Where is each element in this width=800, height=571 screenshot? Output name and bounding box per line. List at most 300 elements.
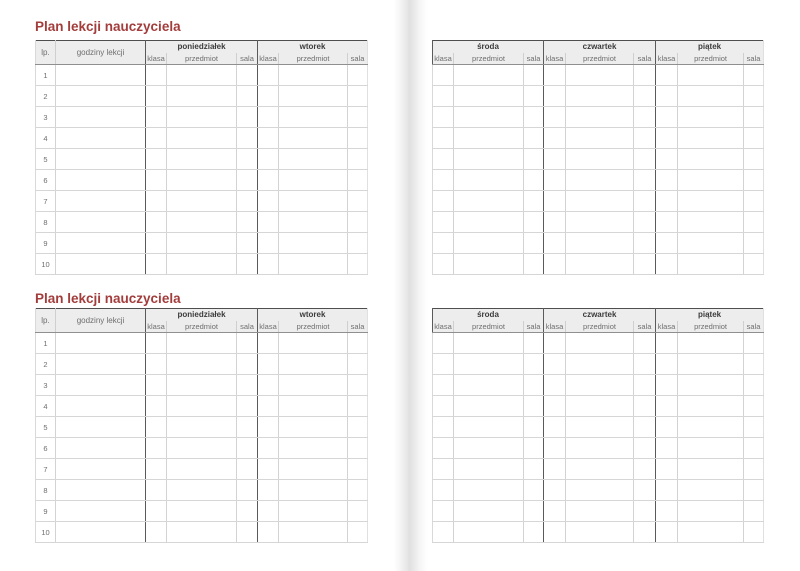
empty-schedule-cell: [348, 212, 368, 233]
empty-schedule-cell: [454, 480, 524, 501]
empty-schedule-cell: [167, 333, 237, 354]
empty-schedule-cell: [566, 191, 634, 212]
empty-schedule-cell: [634, 522, 656, 543]
subcol-header-class: klasa: [259, 321, 277, 331]
empty-schedule-cell: [56, 417, 146, 438]
lesson-plan-table-top-right: [432, 40, 764, 275]
empty-schedule-cell: [544, 65, 566, 86]
empty-schedule-cell: [566, 417, 634, 438]
empty-schedule-cell: [544, 107, 566, 128]
subcol-header-subject: przedmiot: [566, 321, 634, 333]
empty-schedule-cell: [167, 212, 237, 233]
row-number-cell: 5: [36, 417, 56, 438]
col-header-lesson-hours: godziny lekcji: [56, 41, 146, 65]
empty-schedule-cell: [237, 438, 258, 459]
empty-schedule-cell: [544, 438, 566, 459]
empty-schedule-cell: [348, 354, 368, 375]
table-header: [433, 309, 764, 333]
day-header-thursday: czwartek: [544, 41, 656, 53]
empty-schedule-cell: [433, 333, 454, 354]
subcol-header-room: sala: [348, 53, 368, 65]
empty-schedule-cell: [524, 86, 544, 107]
empty-schedule-cell: [146, 417, 167, 438]
empty-schedule-cell: [146, 459, 167, 480]
empty-schedule-cell: [656, 522, 678, 543]
empty-schedule-cell: [348, 375, 368, 396]
table-row: [36, 480, 368, 501]
table-row: [433, 501, 764, 522]
table-row: [36, 191, 368, 212]
empty-schedule-cell: [524, 480, 544, 501]
empty-schedule-cell: [656, 438, 678, 459]
empty-schedule-cell: [279, 354, 348, 375]
empty-schedule-cell: [258, 128, 279, 149]
empty-schedule-cell: [237, 212, 258, 233]
subcol-header-class: klasa: [434, 321, 452, 331]
subcol-header-class: klasa: [656, 53, 678, 65]
empty-schedule-cell: [146, 191, 167, 212]
table-row: [433, 65, 764, 86]
empty-schedule-cell: [544, 191, 566, 212]
empty-schedule-cell: [146, 86, 167, 107]
table-row: [433, 375, 764, 396]
empty-schedule-cell: [56, 65, 146, 86]
empty-schedule-cell: [56, 107, 146, 128]
empty-schedule-cell: [566, 438, 634, 459]
day-header-friday: piątek: [656, 41, 764, 53]
empty-schedule-cell: [524, 438, 544, 459]
empty-schedule-cell: [433, 191, 454, 212]
table-body: [36, 333, 368, 543]
table-row: [433, 191, 764, 212]
empty-schedule-cell: [56, 254, 146, 275]
table-row: [433, 128, 764, 149]
table-row: [36, 522, 368, 543]
empty-schedule-cell: [524, 107, 544, 128]
empty-schedule-cell: [348, 65, 368, 86]
empty-schedule-cell: [454, 170, 524, 191]
empty-schedule-cell: [744, 128, 764, 149]
empty-schedule-cell: [167, 65, 237, 86]
empty-schedule-cell: [146, 212, 167, 233]
subcol-header-room: sala: [744, 321, 764, 333]
table-row: [433, 86, 764, 107]
empty-schedule-cell: [56, 212, 146, 233]
table-row: [433, 107, 764, 128]
empty-schedule-cell: [544, 86, 566, 107]
empty-schedule-cell: [656, 128, 678, 149]
empty-schedule-cell: [656, 354, 678, 375]
empty-schedule-cell: [348, 128, 368, 149]
empty-schedule-cell: [744, 333, 764, 354]
empty-schedule-cell: [454, 396, 524, 417]
empty-schedule-cell: [566, 333, 634, 354]
subcol-header-subject: przedmiot: [566, 53, 634, 65]
row-number-cell: 3: [36, 375, 56, 396]
empty-schedule-cell: [524, 128, 544, 149]
empty-schedule-cell: [258, 107, 279, 128]
empty-schedule-cell: [146, 107, 167, 128]
empty-schedule-cell: [167, 438, 237, 459]
empty-schedule-cell: [678, 212, 744, 233]
table-header: [433, 41, 764, 65]
empty-schedule-cell: [258, 354, 279, 375]
empty-schedule-cell: [433, 459, 454, 480]
subcol-header-room: sala: [237, 321, 258, 333]
col-header-lp: lp.: [36, 309, 56, 333]
table-row: [433, 170, 764, 191]
empty-schedule-cell: [348, 522, 368, 543]
subcol-header-room: sala: [524, 53, 544, 65]
empty-schedule-cell: [146, 128, 167, 149]
empty-schedule-cell: [524, 170, 544, 191]
empty-schedule-cell: [678, 65, 744, 86]
empty-schedule-cell: [433, 522, 454, 543]
empty-schedule-cell: [656, 459, 678, 480]
empty-schedule-cell: [279, 501, 348, 522]
empty-schedule-cell: [744, 212, 764, 233]
empty-schedule-cell: [167, 417, 237, 438]
empty-schedule-cell: [678, 128, 744, 149]
empty-schedule-cell: [433, 65, 454, 86]
empty-schedule-cell: [56, 522, 146, 543]
empty-schedule-cell: [167, 396, 237, 417]
empty-schedule-cell: [433, 149, 454, 170]
empty-schedule-cell: [634, 212, 656, 233]
day-header-wednesday: środa: [433, 41, 544, 53]
empty-schedule-cell: [744, 354, 764, 375]
empty-schedule-cell: [433, 86, 454, 107]
empty-schedule-cell: [524, 254, 544, 275]
empty-schedule-cell: [237, 501, 258, 522]
empty-schedule-cell: [56, 501, 146, 522]
row-number-cell: 3: [36, 107, 56, 128]
empty-schedule-cell: [454, 501, 524, 522]
empty-schedule-cell: [634, 149, 656, 170]
table-row: [36, 375, 368, 396]
empty-schedule-cell: [678, 396, 744, 417]
empty-schedule-cell: [433, 480, 454, 501]
empty-schedule-cell: [279, 149, 348, 170]
empty-schedule-cell: [744, 417, 764, 438]
empty-schedule-cell: [146, 438, 167, 459]
empty-schedule-cell: [744, 233, 764, 254]
row-number-cell: 7: [36, 191, 56, 212]
empty-schedule-cell: [634, 438, 656, 459]
table-row: [433, 254, 764, 275]
empty-schedule-cell: [348, 254, 368, 275]
table-row: [36, 65, 368, 86]
empty-schedule-cell: [678, 254, 744, 275]
empty-schedule-cell: [433, 438, 454, 459]
empty-schedule-cell: [678, 522, 744, 543]
empty-schedule-cell: [454, 191, 524, 212]
empty-schedule-cell: [258, 375, 279, 396]
empty-schedule-cell: [634, 480, 656, 501]
empty-schedule-cell: [678, 417, 744, 438]
empty-schedule-cell: [167, 191, 237, 212]
empty-schedule-cell: [258, 254, 279, 275]
empty-schedule-cell: [656, 233, 678, 254]
empty-schedule-cell: [656, 254, 678, 275]
empty-schedule-cell: [167, 233, 237, 254]
subcol-header-room: sala: [348, 321, 368, 333]
empty-schedule-cell: [433, 396, 454, 417]
row-number-cell: 5: [36, 149, 56, 170]
empty-schedule-cell: [237, 480, 258, 501]
empty-schedule-cell: [524, 396, 544, 417]
empty-schedule-cell: [454, 459, 524, 480]
day-header-wednesday: środa: [433, 309, 544, 321]
empty-schedule-cell: [348, 149, 368, 170]
empty-schedule-cell: [566, 375, 634, 396]
empty-schedule-cell: [544, 170, 566, 191]
row-number-cell: 10: [36, 522, 56, 543]
empty-schedule-cell: [167, 149, 237, 170]
empty-schedule-cell: [258, 149, 279, 170]
empty-schedule-cell: [634, 65, 656, 86]
subcol-header-subject: przedmiot: [167, 321, 237, 333]
page-gutter-shadow: [394, 0, 428, 571]
table-row: [433, 212, 764, 233]
empty-schedule-cell: [544, 333, 566, 354]
empty-schedule-cell: [167, 354, 237, 375]
empty-schedule-cell: [524, 149, 544, 170]
empty-schedule-cell: [678, 86, 744, 107]
empty-schedule-cell: [656, 170, 678, 191]
row-number-cell: 2: [36, 86, 56, 107]
empty-schedule-cell: [348, 170, 368, 191]
empty-schedule-cell: [634, 233, 656, 254]
empty-schedule-cell: [744, 375, 764, 396]
empty-schedule-cell: [258, 65, 279, 86]
empty-schedule-cell: [566, 501, 634, 522]
empty-schedule-cell: [146, 354, 167, 375]
empty-schedule-cell: [237, 396, 258, 417]
subcol-header-subject: przedmiot: [279, 321, 348, 333]
empty-schedule-cell: [566, 212, 634, 233]
empty-schedule-cell: [454, 212, 524, 233]
empty-schedule-cell: [348, 480, 368, 501]
empty-schedule-cell: [433, 254, 454, 275]
empty-schedule-cell: [167, 170, 237, 191]
empty-schedule-cell: [744, 86, 764, 107]
empty-schedule-cell: [258, 191, 279, 212]
empty-schedule-cell: [678, 233, 744, 254]
empty-schedule-cell: [56, 170, 146, 191]
table-row: [36, 417, 368, 438]
empty-schedule-cell: [279, 333, 348, 354]
table-row: [36, 107, 368, 128]
empty-schedule-cell: [566, 254, 634, 275]
empty-schedule-cell: [566, 107, 634, 128]
empty-schedule-cell: [56, 459, 146, 480]
empty-schedule-cell: [544, 212, 566, 233]
empty-schedule-cell: [454, 233, 524, 254]
day-header-monday: poniedziałek: [146, 309, 258, 321]
empty-schedule-cell: [566, 396, 634, 417]
empty-schedule-cell: [56, 480, 146, 501]
empty-schedule-cell: [237, 354, 258, 375]
empty-schedule-cell: [678, 149, 744, 170]
empty-schedule-cell: [634, 396, 656, 417]
table-body: [433, 333, 764, 543]
table-row: [433, 354, 764, 375]
empty-schedule-cell: [678, 459, 744, 480]
empty-schedule-cell: [544, 480, 566, 501]
empty-schedule-cell: [524, 459, 544, 480]
empty-schedule-cell: [56, 233, 146, 254]
empty-schedule-cell: [167, 480, 237, 501]
subcol-header-subject: przedmiot: [454, 321, 524, 333]
empty-schedule-cell: [656, 396, 678, 417]
empty-schedule-cell: [237, 375, 258, 396]
subcol-header-class: klasa: [259, 53, 277, 63]
empty-schedule-cell: [744, 438, 764, 459]
table-row: [36, 149, 368, 170]
empty-schedule-cell: [656, 212, 678, 233]
lesson-plan-table-top-left: [35, 40, 368, 275]
empty-schedule-cell: [454, 65, 524, 86]
empty-schedule-cell: [237, 149, 258, 170]
subcol-header-room: sala: [634, 53, 656, 65]
empty-schedule-cell: [146, 480, 167, 501]
empty-schedule-cell: [656, 417, 678, 438]
row-number-cell: 2: [36, 354, 56, 375]
empty-schedule-cell: [56, 354, 146, 375]
empty-schedule-cell: [348, 333, 368, 354]
row-number-cell: 1: [36, 333, 56, 354]
empty-schedule-cell: [744, 254, 764, 275]
empty-schedule-cell: [524, 65, 544, 86]
empty-schedule-cell: [634, 254, 656, 275]
table-row: [36, 254, 368, 275]
empty-schedule-cell: [544, 396, 566, 417]
empty-schedule-cell: [678, 480, 744, 501]
empty-schedule-cell: [744, 191, 764, 212]
empty-schedule-cell: [744, 501, 764, 522]
empty-schedule-cell: [146, 501, 167, 522]
row-number-cell: 6: [36, 170, 56, 191]
subcol-header-class: klasa: [544, 321, 566, 333]
empty-schedule-cell: [279, 254, 348, 275]
day-header-friday: piątek: [656, 309, 764, 321]
table-row: [36, 396, 368, 417]
empty-schedule-cell: [237, 170, 258, 191]
empty-schedule-cell: [544, 417, 566, 438]
empty-schedule-cell: [566, 233, 634, 254]
subcol-header-room: sala: [524, 321, 544, 333]
empty-schedule-cell: [146, 396, 167, 417]
empty-schedule-cell: [454, 333, 524, 354]
empty-schedule-cell: [146, 375, 167, 396]
empty-schedule-cell: [634, 128, 656, 149]
empty-schedule-cell: [656, 86, 678, 107]
subcol-header-class: klasa: [147, 321, 165, 331]
empty-schedule-cell: [656, 191, 678, 212]
empty-schedule-cell: [634, 170, 656, 191]
subcol-header-class: klasa: [434, 53, 452, 63]
table-row: [36, 354, 368, 375]
empty-schedule-cell: [454, 522, 524, 543]
table-row: [433, 438, 764, 459]
row-number-cell: 6: [36, 438, 56, 459]
empty-schedule-cell: [433, 375, 454, 396]
empty-schedule-cell: [634, 333, 656, 354]
empty-schedule-cell: [678, 107, 744, 128]
empty-schedule-cell: [279, 233, 348, 254]
empty-schedule-cell: [454, 375, 524, 396]
empty-schedule-cell: [524, 522, 544, 543]
empty-schedule-cell: [433, 128, 454, 149]
row-number-cell: 9: [36, 501, 56, 522]
row-number-cell: 8: [36, 480, 56, 501]
row-number-cell: 4: [36, 128, 56, 149]
empty-schedule-cell: [433, 212, 454, 233]
empty-schedule-cell: [524, 333, 544, 354]
empty-schedule-cell: [566, 480, 634, 501]
subcol-header-subject: przedmiot: [454, 53, 524, 65]
empty-schedule-cell: [524, 354, 544, 375]
empty-schedule-cell: [656, 375, 678, 396]
empty-schedule-cell: [524, 417, 544, 438]
empty-schedule-cell: [566, 170, 634, 191]
empty-schedule-cell: [146, 170, 167, 191]
empty-schedule-cell: [279, 480, 348, 501]
empty-schedule-cell: [634, 501, 656, 522]
table-row: [36, 212, 368, 233]
table-row: [36, 86, 368, 107]
subcol-header-subject: przedmiot: [678, 53, 744, 65]
empty-schedule-cell: [433, 354, 454, 375]
table-body: [36, 65, 368, 275]
empty-schedule-cell: [279, 522, 348, 543]
empty-schedule-cell: [237, 522, 258, 543]
empty-schedule-cell: [258, 459, 279, 480]
empty-schedule-cell: [656, 149, 678, 170]
empty-schedule-cell: [279, 107, 348, 128]
empty-schedule-cell: [348, 459, 368, 480]
empty-schedule-cell: [237, 128, 258, 149]
empty-schedule-cell: [279, 417, 348, 438]
empty-schedule-cell: [566, 522, 634, 543]
empty-schedule-cell: [56, 191, 146, 212]
empty-schedule-cell: [454, 354, 524, 375]
empty-schedule-cell: [237, 86, 258, 107]
empty-schedule-cell: [433, 233, 454, 254]
table-body: [433, 65, 764, 275]
row-number-cell: 7: [36, 459, 56, 480]
empty-schedule-cell: [279, 170, 348, 191]
day-header-tuesday: wtorek: [258, 309, 368, 321]
empty-schedule-cell: [678, 333, 744, 354]
empty-schedule-cell: [167, 86, 237, 107]
table-row: [36, 438, 368, 459]
empty-schedule-cell: [678, 354, 744, 375]
empty-schedule-cell: [744, 65, 764, 86]
day-header-monday: poniedziałek: [146, 41, 258, 53]
empty-schedule-cell: [237, 107, 258, 128]
empty-schedule-cell: [237, 65, 258, 86]
empty-schedule-cell: [634, 86, 656, 107]
row-number-cell: 1: [36, 65, 56, 86]
empty-schedule-cell: [146, 522, 167, 543]
table-row: [36, 459, 368, 480]
empty-schedule-cell: [566, 128, 634, 149]
page-title-bottom-left: Plan lekcji nauczyciela: [35, 291, 181, 306]
empty-schedule-cell: [237, 417, 258, 438]
empty-schedule-cell: [454, 128, 524, 149]
